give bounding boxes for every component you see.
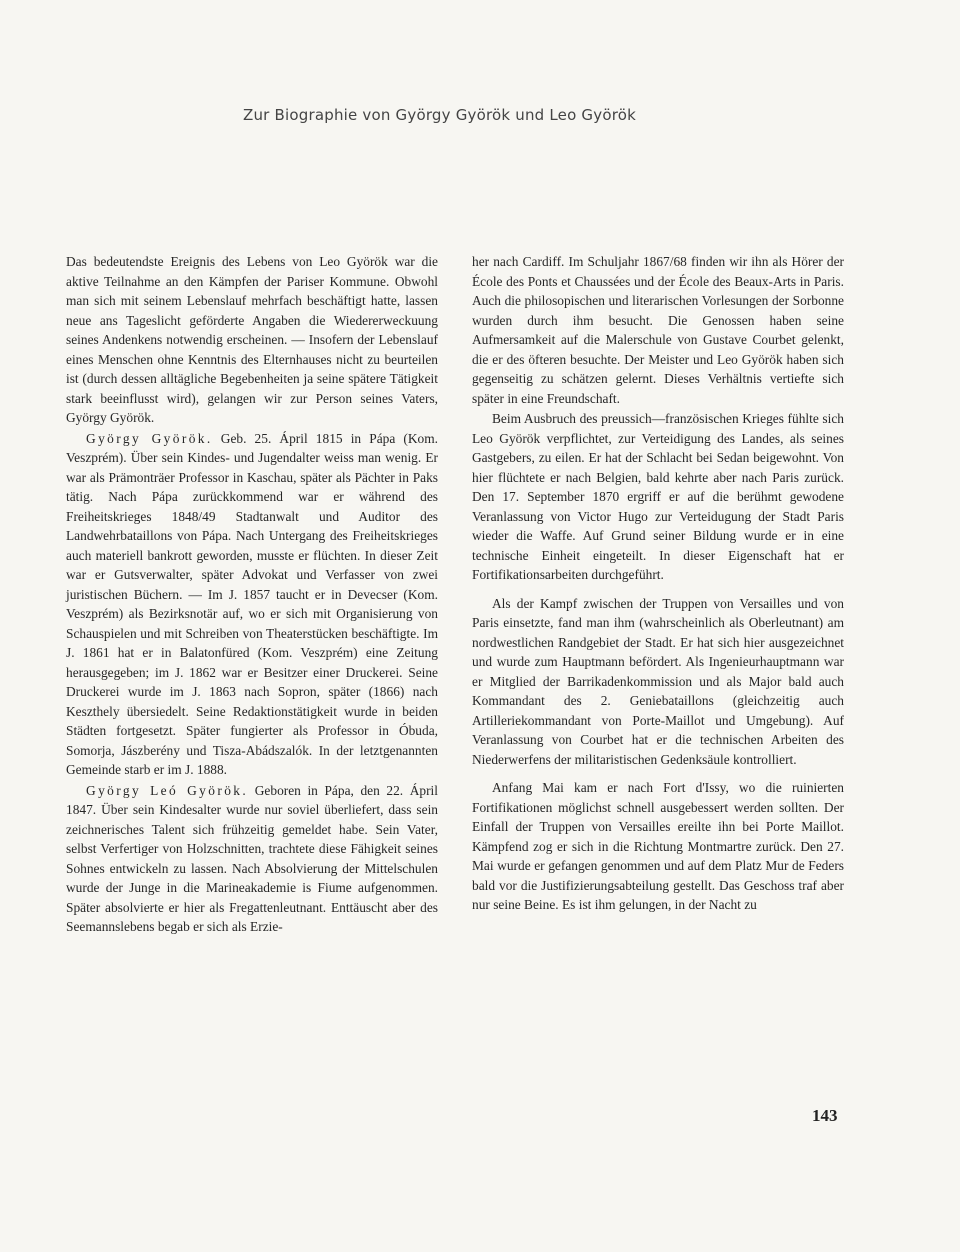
paragraph-text: Geb. 25. Ápril 1815 in Pápa (Kom. Veszprém). Über sein Kindes- und Jugendalter weiss man wenig. Er war als Prämonträer Professor in Kaschau, später als Pächter in Paks tätig. Nach Pápa zurückkommend war er während des Freiheitskrieges 1848/49 Stadtanwalt und Auditor des Landwehrbataillons von Pápa. Nach Untergang des Freiheitskrieges auch materiell bankrott geworden, musste er flüchten. In dieser Zeit war er Gutsverwalter, später Advokat und Verfasser von zwei juristischen Büchern. — Im J. 1857 taucht er in Devecser (Kom. Veszprém) als Bezirksnotär auf, wo er sich mit Organisierung von Schauspielen und mit Schreiben von Theaterstücken beschäftigte. Im J. 1861 hat er in Balatonfüred (Kom. Veszprém) eine Zeitung herausgegeben; im J. 1862 war er Besitzer einer Druckerei. Seine Druckerei wurde im J. 1863 nach Sopron, später (1866) nach Keszthely übersiedelt. Seine Redaktionstätigkeit wurde in beiden Städten fortgesetzt. Später fungierter als Professor in Óbuda, Somorja, Jászberény und Tisza-Abádszalók. In der letztgenannten Gemeinde starb er im J. 1888. — [66, 430, 438, 777]
person-name: György Leó Györök. — [86, 782, 249, 798]
page-number: 143 — [812, 1106, 838, 1125]
text-column-left — [66, 252, 438, 937]
paragraph — [66, 252, 438, 428]
paragraph-text: Geboren in Pápa, den 22. Ápril 1847. Über sein Kindesalter wurde nur soviel überliefert, dass sein zeichnerisches Talent sich frühzeitig gemeldet habe. Sein Vater, selbst Verfertiger von Holzschnitten, trachtete diese Fähigkeit seines Sohnes entwickeln zu lassen. Nach Absolvierung der Mittelschulen wurde der Junge in die Marineakademie is Fiume aufgenommen. Später absolvierte er hier als Fregattenleutnant. Enttäuscht aber des Seemannslebens begab er sich als Erzie- — [66, 782, 438, 934]
page-header: Zur Biographie von György Györök und Leo Györök — [243, 106, 636, 124]
paragraph: her nach Cardiff. Im Schuljahr 1867/68 finden wir ihn als Hörer der École des Ponts et Chaussées und der École des Beaux-Arts in Paris. Auch die philosopischen und literarischen Vorlesungen der Sorbonne wurden durch ihm besucht. Die Genossen haben seine Aufmersamkeit auf die Malerschule von Gustave Courbet gelenkt, die er des öfteren besuchte. Der Meister und Leo Györök haben sich gegenseitig zu schätzen gelernt. Dieses Verhältnis vertiefte sich später in eine Freundschaft. — [472, 254, 844, 406]
person-name: György Györök. — [86, 430, 213, 446]
paragraph — [66, 429, 438, 780]
paragraph: Anfang Mai kam er nach Fort d'Issy, wo die ruinierten Fortifikationen möglichst schnell ausgebessert werden sollten. Der Einfall der Truppen von Versailles ereilte ihn bei Porte Maillot. Kämpfend zog er sich in die Richtung Montmartre zurück. Den 27. Mai wurde er gefangen genommen und auf dem Platz Mur de Feders bald vor die Justifizierungsabteilung gestellt. Das Geschoss traf aber nur seine Beine. Es ist ihm gelungen, in der Nacht zu — [472, 780, 844, 912]
text-column-right — [472, 252, 844, 915]
paragraph: Als der Kampf zwischen der Truppen von Versailles und von Paris einsetzte, fand man ihm (wahrscheinlich als Oberleutnant) am nordwestlichen Randgebiet der Stadt. Er hat sich hier ausgezeichnet und wurde zum Hauptmann befördert. Als Ingenieurhauptmann war er Mitglied der Barrikadenkommission und als Major bald auch Kommandant des 2. Geniebataillons (gleichzeitig auch Artilleriekommandant von Porte-Maillot und Umgebung). Auf Veranlassung von Courbet hat er die technischen Arbeiten des Niederwerfens der militaristischen Gedenksäule kontrolliert. — [472, 595, 844, 767]
paragraph: Beim Ausbruch des preussich—französischen Krieges fühlte sich Leo Györök verpflichtet, zur Verteidigung des Landes, als seines Gastgebers, zu eilen. Er hat der Schlacht bei Sedan beigewohnt. Von hier flüchtete er nach Belgien, bald kehrte aber nach Paris zurück. Den 17. September 1870 ergriff er auf die berühmt gewodene Veranlassung von Victor Hugo zur Verteidugung der Stadt Paris wieder die Waffe. Auf Grund seiner Bildung wurde er in eine technische Einheit eingeteilt. In dieser Eigenschaft hat er Fortifikationsarbeiten durchgeführt. — [472, 411, 844, 582]
paragraph-text: Das bedeutendste Ereignis des Lebens von Leo Györök war die aktive Teilnahme an den Kämpfen der Pariser Kommune. Obwohl man sich mit seinem Lebenslauf mehrfach beschäftigt hatte, lassen neue ans Tageslicht geförderte Angaben die Wiedererweckuung seines Andenkens notwendig erscheinen. — Insofern der Lebenslauf eines Menschen ohne Kenntnis des Elternhauses nicht zu beurteilen ist (durch dessen alltägliche Begebenheiten ja seine spätere Tätigkeit stark beeinflusst wird), gelangen wir zur Person seines Vaters, György Györök. — [66, 254, 438, 425]
paragraph — [66, 781, 438, 937]
